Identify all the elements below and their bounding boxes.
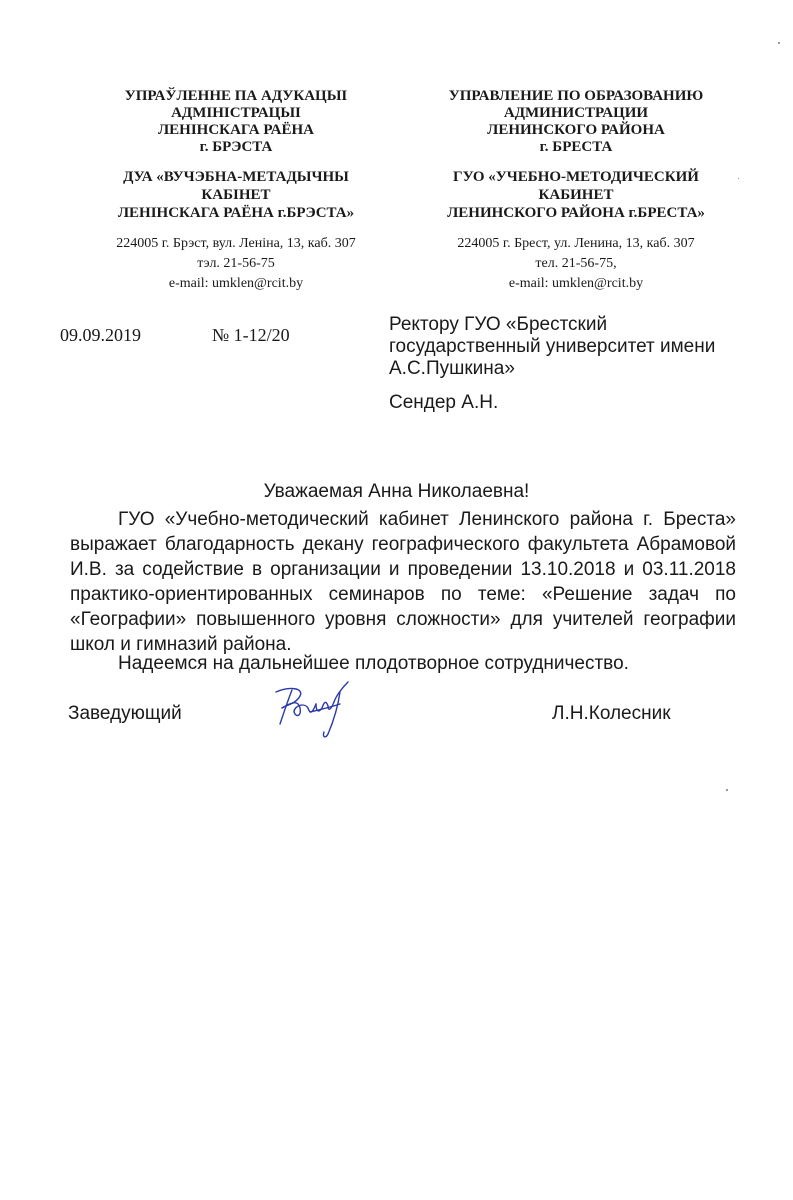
addressee-line: Ректору ГУО «Брестский [389,314,608,335]
inst-line: ДУА «ВУЧЭБНА-МЕТАДЫЧНЫ [123,169,349,185]
registration-number: № 1-12/20 [212,325,290,345]
postal-address: 224005 г. Брэст, вул. Леніна, 13, каб. 307 [116,236,356,251]
handwritten-signature [270,678,360,740]
addressee-block [389,314,749,414]
registration-date: 09.09.2019 [60,325,141,345]
org-line: АДМИНИСТРАЦИИ [503,105,649,121]
inst-line: КАБІНЕТ [201,187,271,203]
institution-name-ru [418,168,734,222]
letterhead-belarusian [86,88,386,294]
contact-info-ru [418,234,734,294]
salutation: Уважаемая Анна Николаевна! [263,481,530,502]
org-line: УПРАВЛЕНИЕ ПО ОБРАЗОВАНИЮ [448,88,704,104]
email-address: e-mail: umklen@rcit.by [168,276,304,291]
letter-body [70,507,736,657]
org-line: УПРАЎЛЕННЕ ПА АДУКАЦЫІ [124,88,348,104]
org-line: ЛЕНІНСКАГА РАЁНА [158,122,314,138]
inst-line: КАБИНЕТ [538,187,614,203]
signatory-position: Заведующий [68,703,182,724]
body-text: ГУО «Учебно-методический кабинет Ленинского района г. Бреста» выражает благодарность декану географического факультета Абрамовой И.В. за содействие в организации и проведении 13.10.2018 и 03.11.2018 практико-ориентированных семинаров по теме: «Решение задач по «Географии» повышенного уровня сложности» для учителей географии школ и гимназий района. [70,509,736,655]
inst-line: ГУО «УЧЕБНО-МЕТОДИЧЕСКИЙ [453,169,699,185]
addressee-line: А.С.Пушкина» [389,358,515,379]
org-line: АДМІНІСТРАЦЫІ [171,105,301,121]
scan-speck [738,178,739,179]
institution-name-be [86,168,386,222]
addressee-name: Сендер А.Н. [389,392,499,413]
phone-number: тэл. 21-56-75 [197,256,275,271]
postal-address: 224005 г. Брест, ул. Ленина, 13, каб. 307 [457,236,695,251]
email-address: e-mail: umklen@rcit.by [508,276,644,291]
org-name-be [86,88,386,156]
org-line: г. БРЭСТА [199,139,273,155]
letterhead-russian [418,88,734,294]
scan-speck [778,42,780,44]
org-name-ru [418,88,734,156]
org-line: ЛЕНИНСКОГО РАЙОНА [487,122,665,138]
contact-info-be [86,234,386,294]
inst-line: ЛЕНИНСКОГО РАЙОНА г.БРЕСТА» [447,205,705,221]
signatory-name: Л.Н.Колесник [552,703,671,724]
inst-line: ЛЕНІНСКАГА РАЁНА г.БРЭСТА» [117,205,355,221]
phone-number: тел. 21-56-75, [535,256,617,271]
addressee-line: государственный университет имени [389,336,716,357]
closing-line: Надеемся на дальнейшее плодотворное сотрудничество. [118,653,629,674]
scan-speck [726,789,728,791]
org-line: г. БРЕСТА [539,139,613,155]
